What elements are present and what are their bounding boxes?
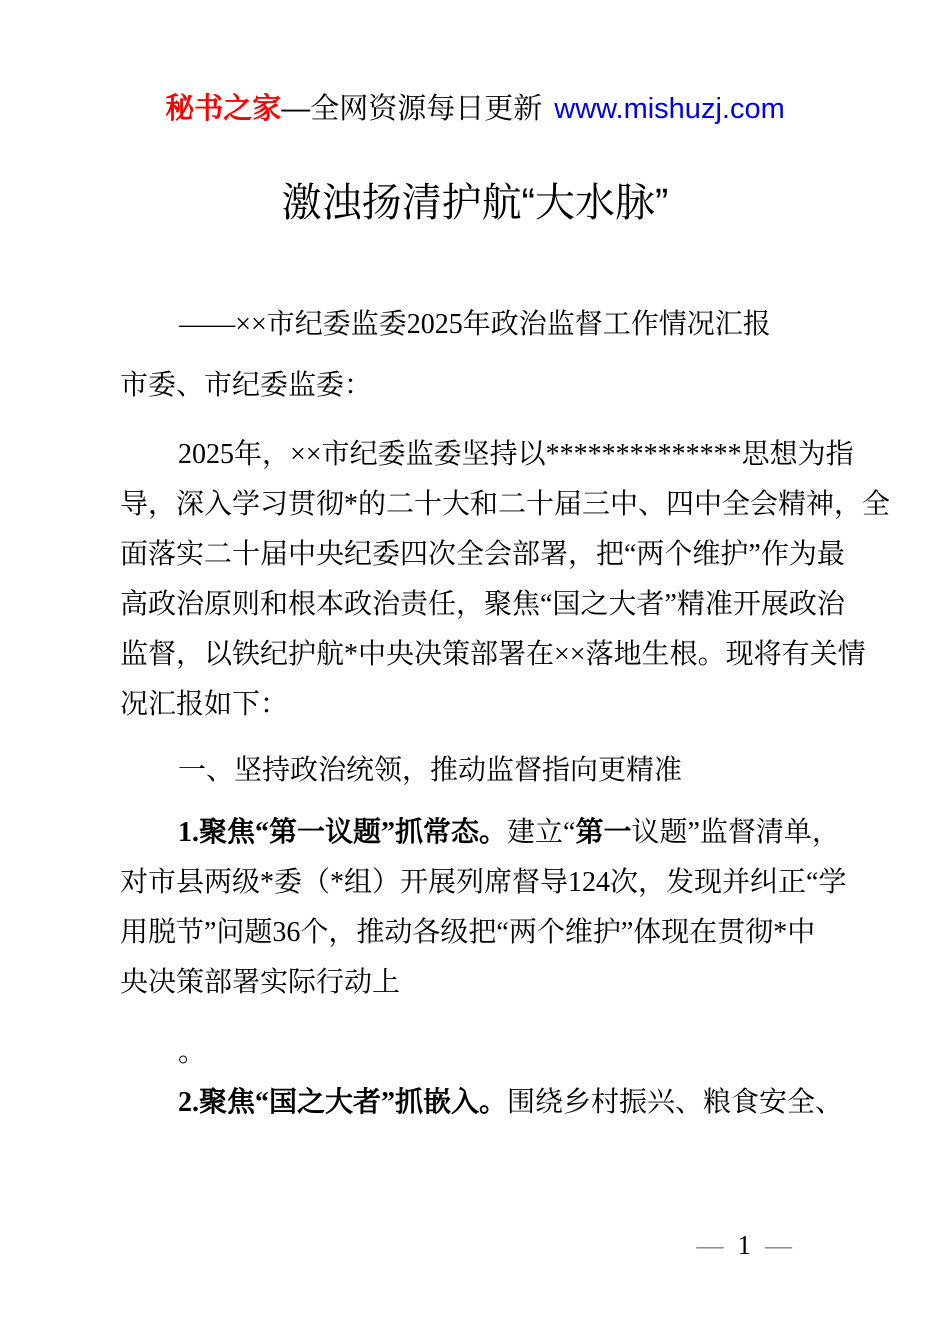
document-body: [120, 430, 891, 1128]
page-number-dash-left: —: [696, 1230, 724, 1260]
header-separator-dash: —: [281, 93, 311, 125]
document-subtitle: ——××市纪委监委2025年政治监督工作情况汇报: [179, 309, 771, 340]
text-segment: 围绕乡村振兴、粮食安全、: [507, 1087, 844, 1118]
bold-text-segment: 2.聚焦“国之大者”抓嵌入。: [178, 1087, 508, 1118]
section-heading: [120, 746, 830, 796]
text-segment: 况汇报如下：: [120, 689, 289, 720]
body-paragraph: [120, 430, 891, 730]
text-segment: 监督，以铁纪护航*中央决策部署在××落地生根。现将有关情: [120, 639, 866, 670]
text-segment: 一、坚持政治统领，推动监督指向更精准: [178, 755, 683, 786]
page-number: 1: [737, 1230, 751, 1260]
text-line: [120, 680, 830, 730]
text-line: [120, 630, 866, 680]
document-title: 激浊扬清护航“大水脉”: [281, 181, 669, 225]
text-segment: 建立“: [507, 817, 576, 848]
text-segment: 议题”监督清单，: [631, 817, 840, 848]
text-segment: 对市县两级*委（*组）开展列席督导124次，发现并纠正“学: [120, 867, 847, 898]
text-segment: 2025年，××市纪委监委坚持以**************思想为指: [178, 439, 854, 470]
text-line: [120, 958, 830, 1008]
header-tagline: 全网资源每日更新: [310, 93, 543, 125]
bold-text-segment: 第一: [575, 817, 632, 848]
text-line: [120, 580, 845, 630]
bold-text-segment: 1.聚焦“第一议题”抓常态。: [178, 817, 508, 848]
brand-name: 秘书之家: [165, 93, 282, 125]
page-number-dash-right: —: [765, 1230, 792, 1260]
header-url-link[interactable]: www.mishuzj.com: [554, 93, 785, 125]
salutation-line: 市委、市纪委监委：: [120, 370, 373, 401]
text-line: [120, 858, 847, 908]
text-line: [120, 1028, 830, 1078]
text-segment: 导，深入学习贯彻*的二十大和二十届三中、四中全会精神，全: [120, 489, 891, 520]
body-paragraph: [120, 1078, 844, 1128]
text-line: [120, 908, 830, 958]
text-line: [120, 530, 845, 580]
text-segment: 央决策部署实际行动上: [120, 967, 401, 998]
text-segment: 高政治原则和根本政治责任，聚焦“国之大者”精准开展政治: [120, 589, 845, 620]
text-segment: 面落实二十届中央纪委四次全会部署，把“两个维护”作为最: [120, 539, 845, 570]
text-line: [120, 746, 830, 796]
text-segment: 。: [178, 1037, 207, 1068]
page-footer: [697, 1230, 793, 1260]
page-header: [120, 0, 830, 128]
text-line: [120, 430, 854, 480]
body-paragraph: [120, 808, 847, 1008]
text-segment: 用脱节”问题36个，推动各级把“两个维护”体现在贯彻*中: [120, 917, 816, 948]
text-line: [120, 480, 891, 530]
text-line: [120, 808, 840, 858]
text-line: [120, 1078, 844, 1128]
body-paragraph: [120, 1028, 830, 1078]
